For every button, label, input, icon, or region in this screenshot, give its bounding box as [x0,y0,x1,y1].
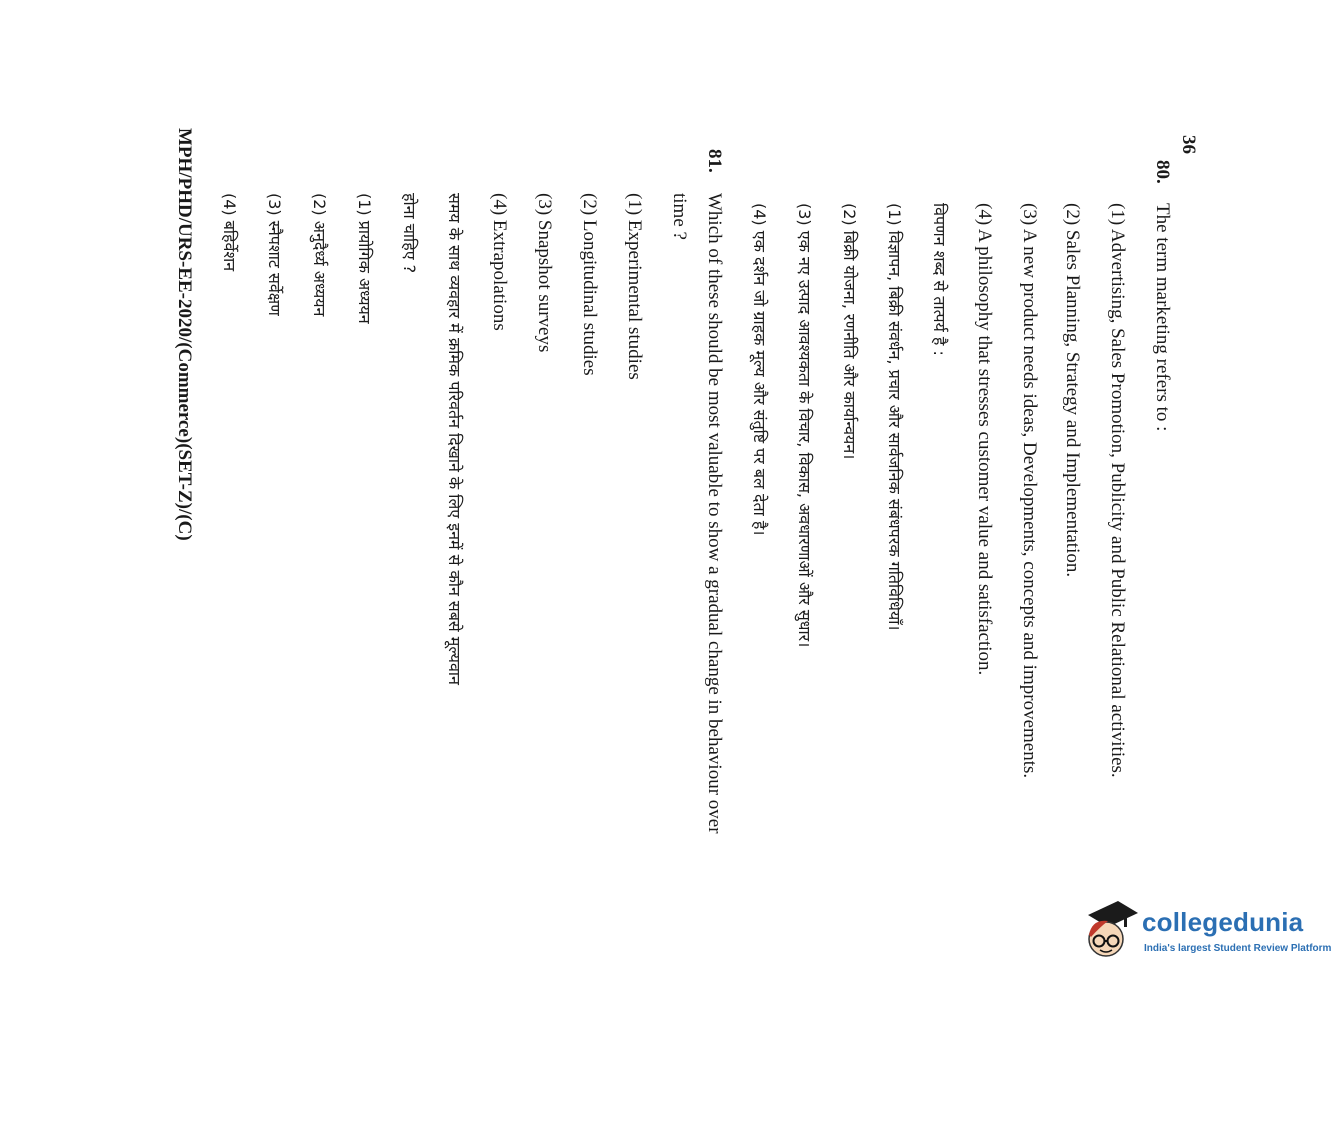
q81-option-hi-3: (3) स्नैपशाट सर्वेक्षण [265,193,284,316]
q80-option-en-4: (4) A philosophy that stresses customer value and satisfaction. [974,203,995,676]
q80-question-hi: विपणन शब्द से तात्पर्य है : [930,203,949,356]
page-number: 36 [1178,135,1199,154]
q81-option-en-3: (3) Snapshot surveys [534,193,555,353]
q81-question-hi-line1: समय के साथ व्यवहार में क्रमिक परिवर्तन दिखाने के लिए इनमें से कौन सबसे मूल्यवान [445,193,464,685]
q81-option-hi-2: (2) अनुदैर्ध्य अध्ययन [310,193,329,317]
q80-question-en: The term marketing refers to : [1152,203,1173,432]
q81-question-en-line1: Which of these should be most valuable to show a gradual change in behaviour over [704,193,725,834]
q80-option-hi-1: (1) विज्ञापन, बिक्री संवर्धन, प्रचार और सार्वजनिक संबंधपरक गतिविधियाँ। [885,203,904,631]
q81-option-hi-1: (1) प्रायोगिक अध्ययन [355,193,374,324]
q80-option-en-3: (3) A new product needs ideas, Developments, concepts and improvements. [1019,203,1040,779]
rotated-exam-page [129,128,1199,1135]
q81-option-en-1: (1) Experimental studies [624,193,645,380]
q80-option-en-1: (1) Advertising, Sales Promotion, Publicity and Public Relational activities. [1107,203,1128,778]
q80-number: 80. [1152,160,1173,184]
logo-brand-text: collegedunia [1142,907,1304,937]
q81-option-en-4: (4) Extrapolations [489,193,510,331]
q81-number: 81. [704,149,725,173]
q81-question-en-line2: time ? [669,193,690,240]
mascot-icon [1078,897,1140,963]
q81-option-hi-4: (4) बहिर्वेशन [220,193,239,272]
q80-option-hi-4: (4) एक दर्शन जो ग्राहक मूल्य और संतुष्टि पर बल देता है। [750,203,769,536]
q81-question-hi-line2: होना चाहिए ? [400,193,419,274]
page-footer: MPH/PHD/URS-EE-2020/(Commerce)(SET-Z)/(C) [174,128,195,541]
q80-option-hi-3: (3) एक नए उत्पाद आवश्यकता के विचार, विकास, अवधारणाओं और सुधार। [795,203,814,648]
logo-tagline: India's largest Student Review Platform [1144,943,1332,954]
q80-option-en-2: (2) Sales Planning, Strategy and Implementation. [1062,203,1083,578]
q81-option-en-2: (2) Longitudinal studies [579,193,600,376]
collegedunia-logo [1078,893,1332,973]
q80-option-hi-2: (2) बिक्री योजना, रणनीति और कार्यान्वयन। [840,203,859,460]
